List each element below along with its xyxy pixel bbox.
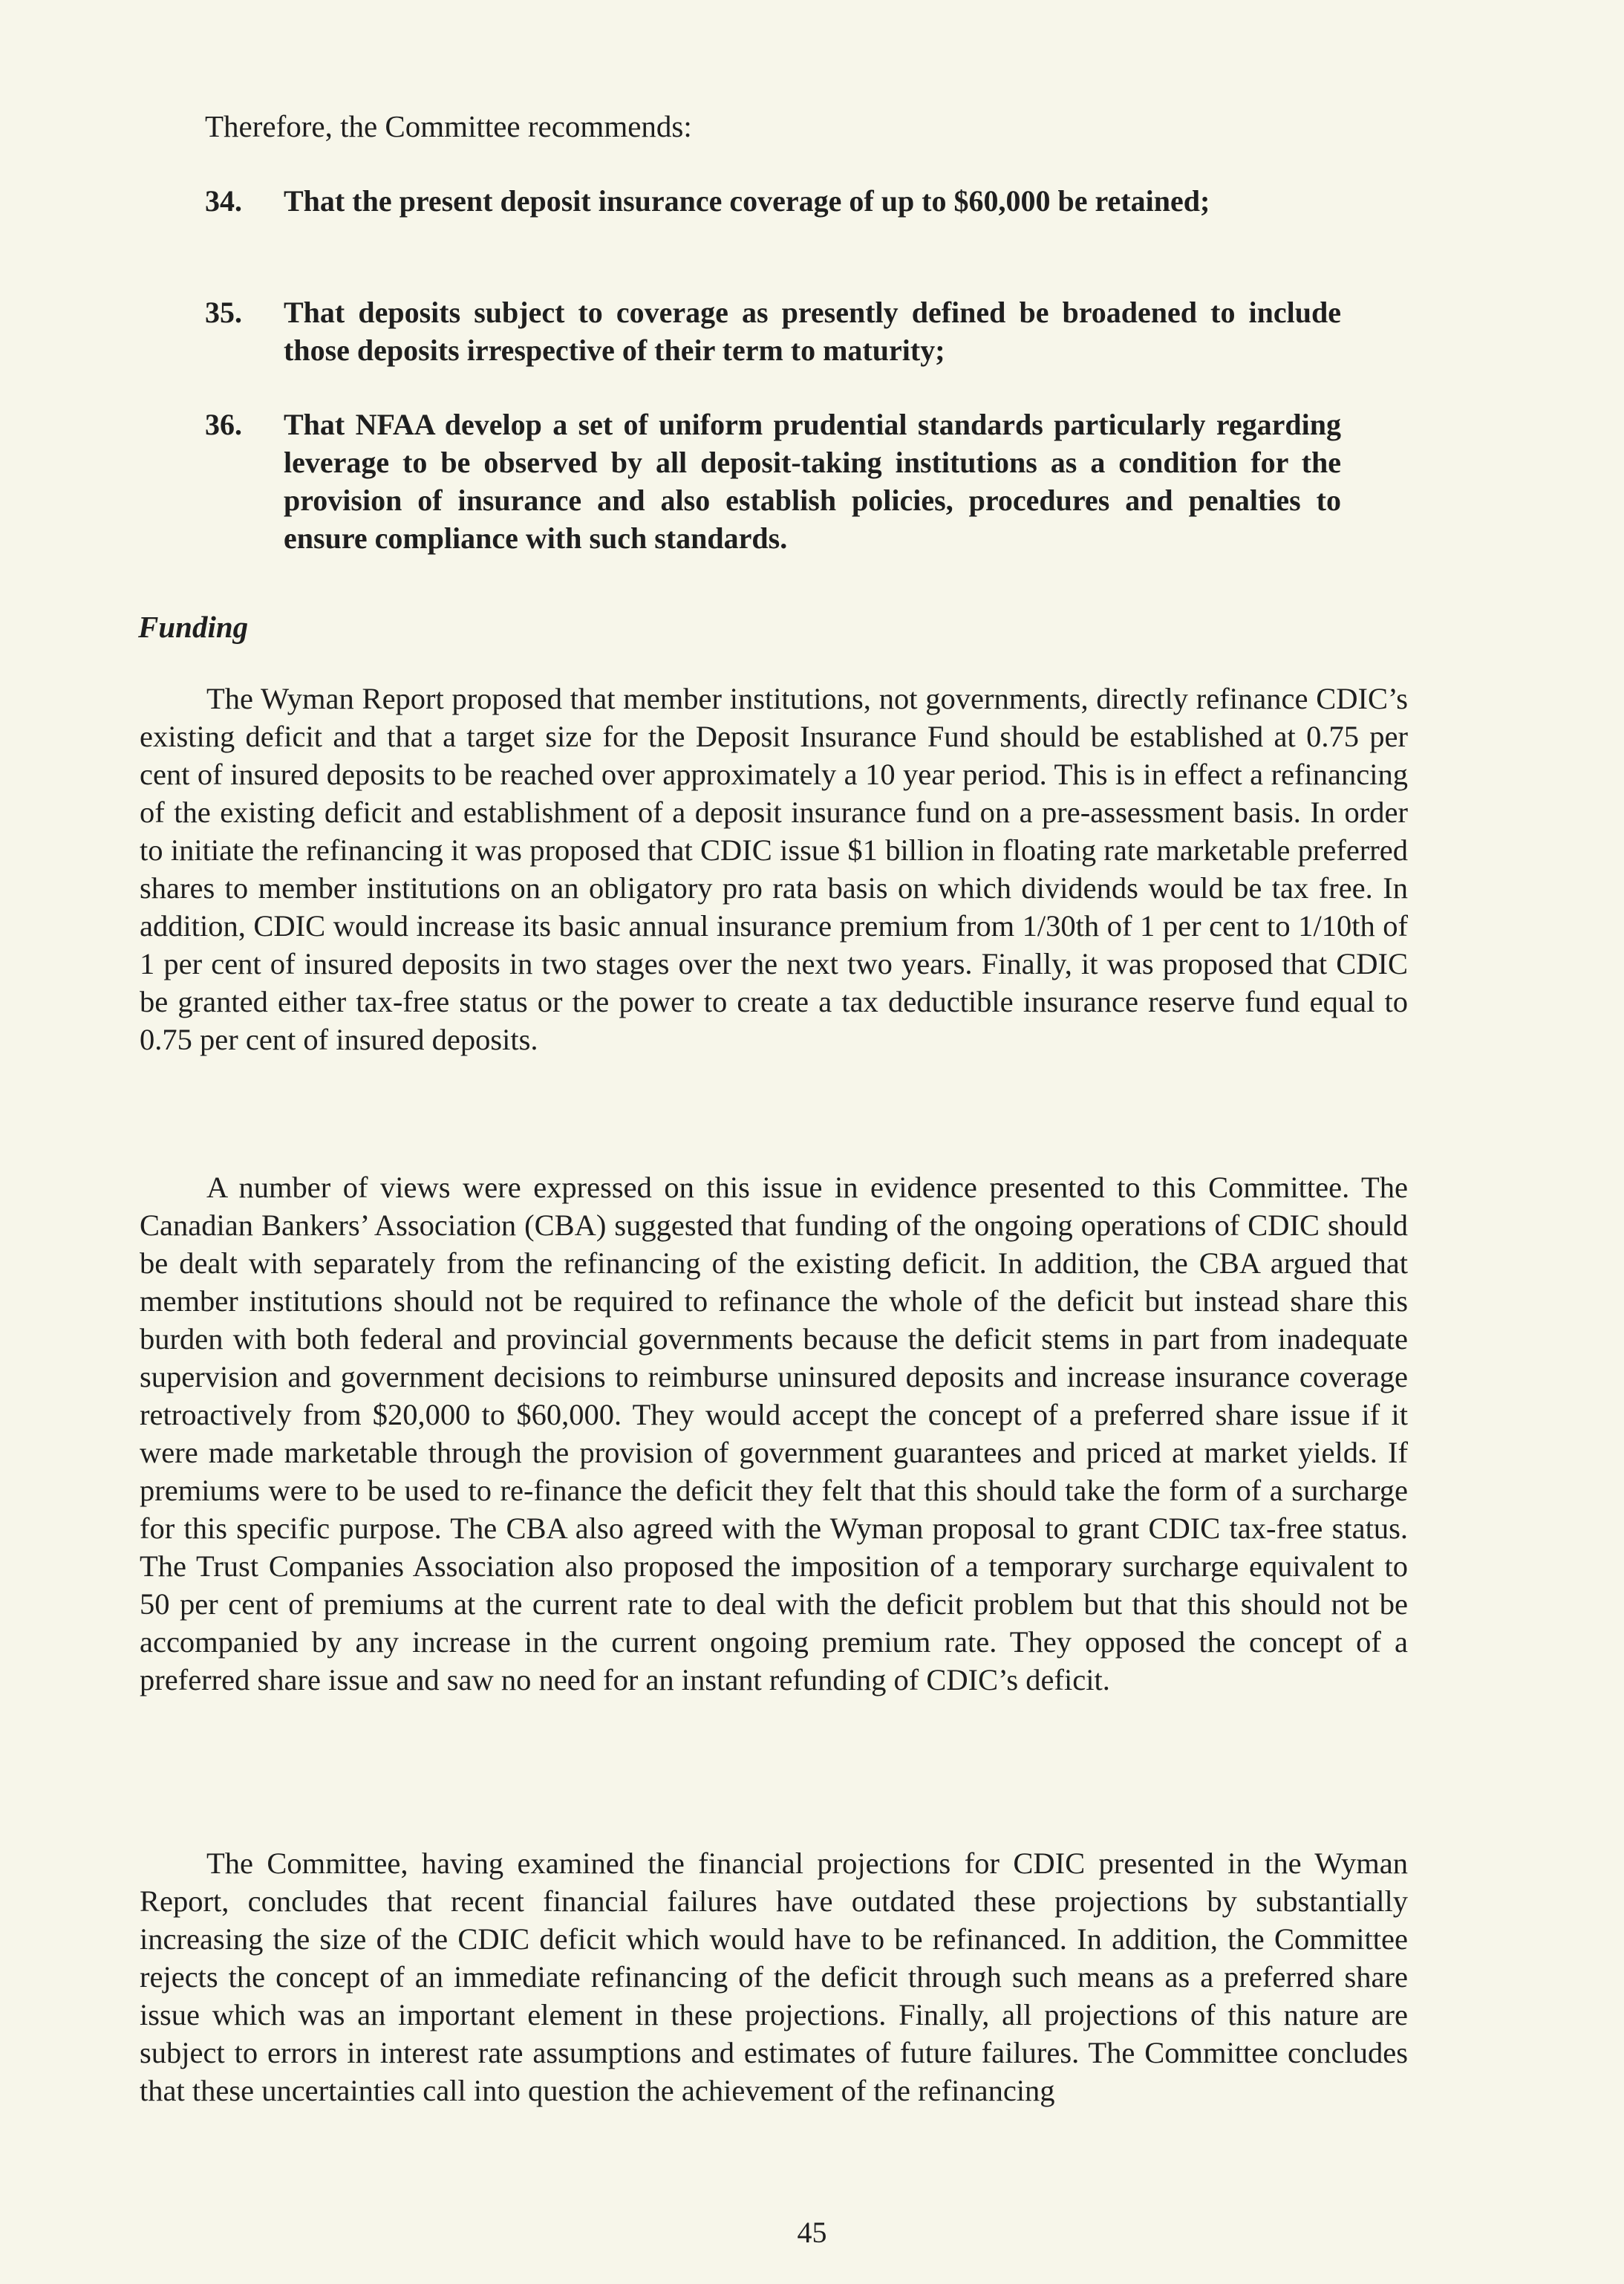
recommendations-intro: Therefore, the Committee recommends:	[205, 109, 692, 143]
section-heading-funding: Funding	[138, 610, 249, 644]
paragraph-views-expressed: A number of views were expressed on this issue in evidence presented to this Committee. The Canadian Bankers’ Association (CBA) suggested that funding of the ongoing operations of CDIC should be dealt with separately from the refinancing of the existing deficit. In addition, the CBA argued that member institutions should not be required to refinance the whole of the deficit but instead share this burden with both federal and provincial governments because the deficit stems in part from inadequate supervision and government decisions to reimburse uninsured deposits and increase insurance coverage retroactively from $20,000 to $60,000. They would accept the concept of a preferred share issue if it were made marketable through the provision of government guarantees and priced at market yields. If premiums were to be used to re-finance the deficit they felt that this should take the form of a surcharge for this specific purpose. The CBA also agreed with the Wyman proposal to grant CDIC tax-free status. The Trust Companies Association also proposed the imposition of a temporary surcharge equivalent to 50 per cent of premiums at the current rate to deal with the deficit problem but that this should not be accompanied by any increase in the current ongoing premium rate. They opposed the concept of a preferred share issue and saw no need for an instant refunding of CDIC’s deficit.	[140, 1171, 1408, 1696]
recommendation-35	[205, 293, 1341, 369]
recommendation-number: 34.	[205, 184, 242, 218]
recommendation-text: That NFAA develop a set of uniform prudential standards particularly regarding leverage to be observed by all deposit-taking institutions as a condition for the provision of insurance and also establish policies, procedures and penalties to ensure compliance with such standards.	[284, 408, 1341, 555]
paragraph-wyman-report: The Wyman Report proposed that member institutions, not governments, directly refinance CDIC’s existing deficit and that a target size for the Deposit Insurance Fund should be established at 0.75 per cent of insured deposits to be reached over approximately a 10 year period. This is in effect a refinancing of the existing deficit and establishment of a deposit insurance fund on a pre-assessment basis. In order to initiate the refinancing it was proposed that CDIC issue $1 billion in floating rate marketable preferred shares to member institutions on an obligatory pro rata basis on which dividends would be tax free. In addition, CDIC would increase its basic annual insurance premium from 1/30th of 1 per cent to 1/10th of 1 per cent of insured deposits in two stages over the next two years. Finally, it was proposed that CDIC be granted either tax-free status or the power to create a tax deductible insurance reserve fund equal to 0.75 per cent of insured deposits.	[140, 682, 1408, 1056]
paragraph-committee-conclusion: The Committee, having examined the financial projections for CDIC presented in the Wyman Report, concludes that recent financial failures have outdated these projections by substantially increasing the size of the CDIC deficit which would have to be refinanced. In addition, the Committee rejects the concept of an immediate refinancing of the deficit through such means as a preferred share issue which was an important element in these projections. Finally, all projections of this nature are subject to errors in interest rate assumptions and estimates of future failures. The Committee concludes that these uncertainties call into question the achievement of the refinancing	[140, 1847, 1408, 2107]
recommendation-number: 36.	[205, 408, 242, 441]
recommendation-34	[205, 182, 1341, 220]
page-number: 45	[797, 2216, 827, 2249]
recommendation-text: That deposits subject to coverage as presently defined be broadened to include those deposits irrespective of their term to maturity;	[284, 296, 1341, 367]
recommendation-text: That the present deposit insurance coverage of up to $60,000 be retained;	[284, 184, 1210, 218]
recommendation-number: 35.	[205, 296, 242, 329]
recommendation-36	[205, 406, 1341, 557]
